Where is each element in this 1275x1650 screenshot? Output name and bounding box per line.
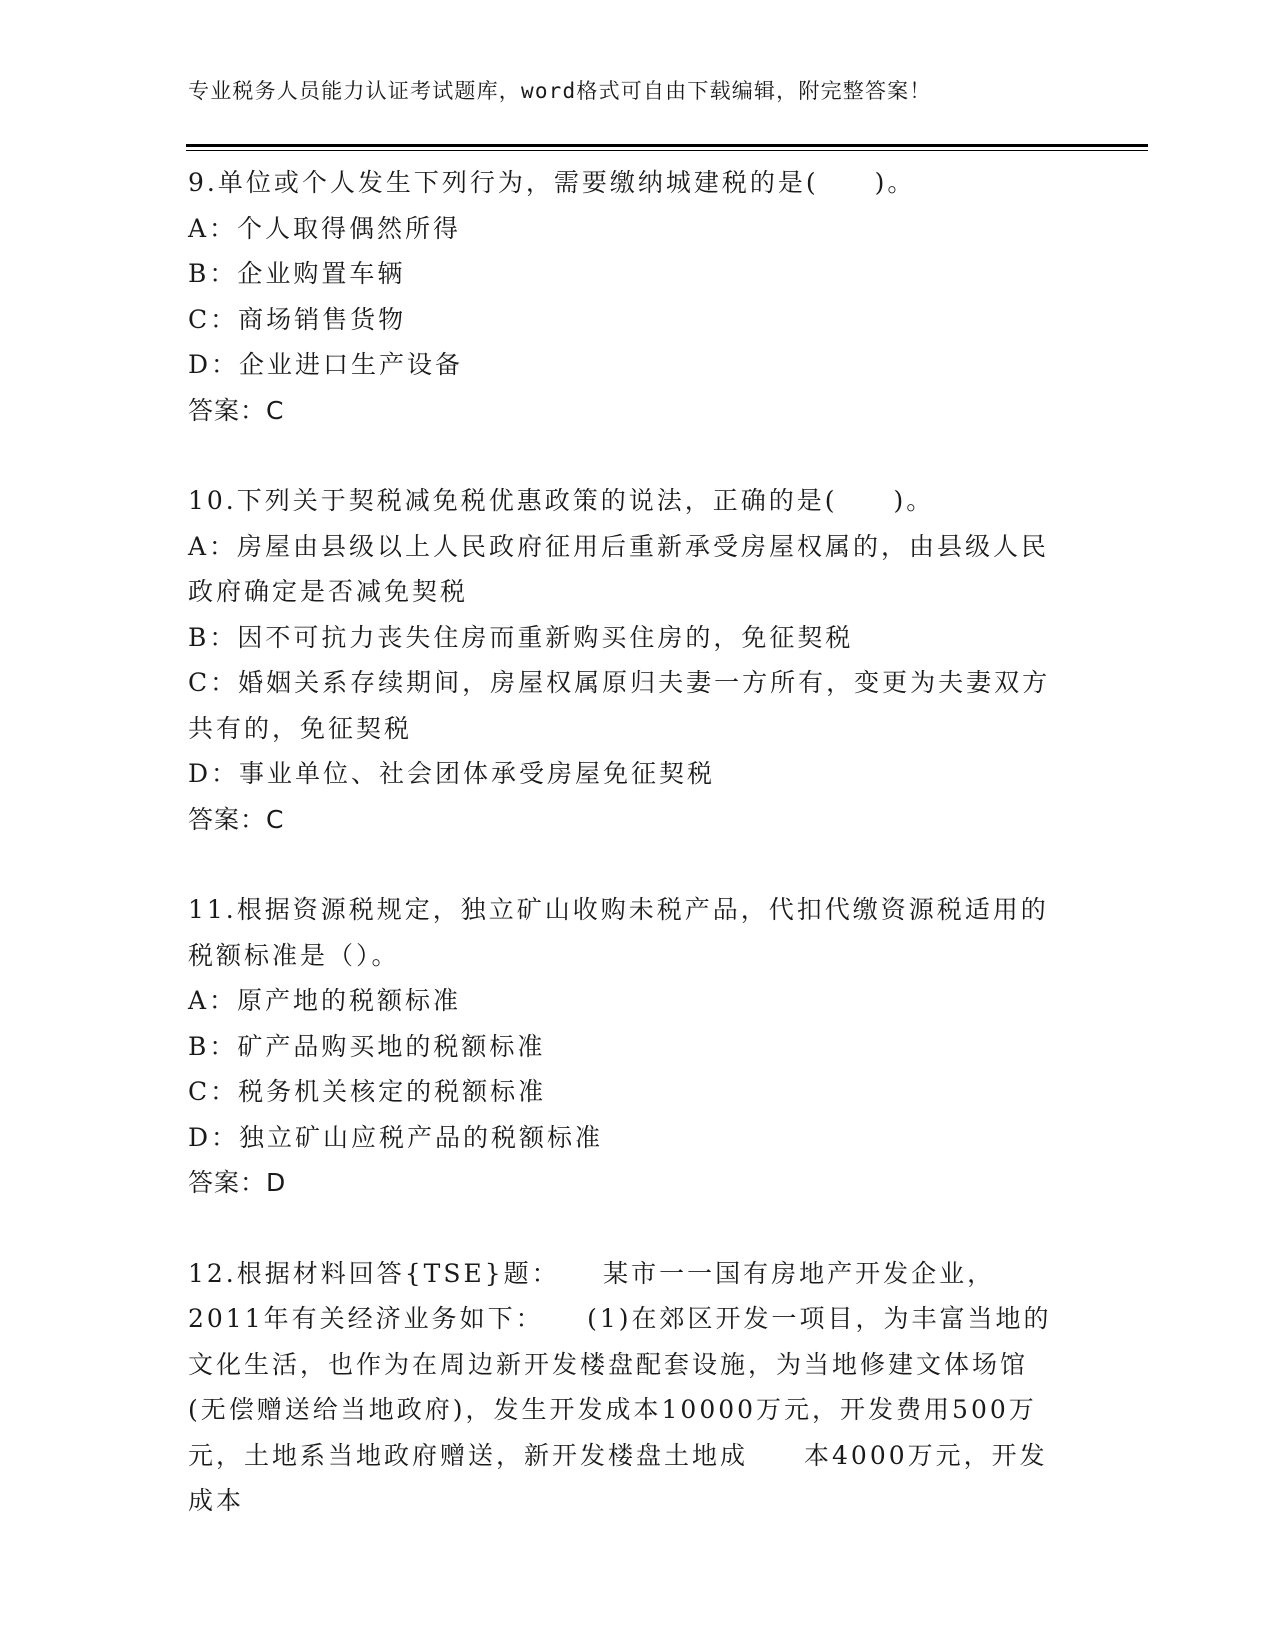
question-stem: 9.单位或个人发生下列行为，需要缴纳城建税的是( )。: [188, 168, 916, 197]
question-stem: 11.根据资源税规定，独立矿山收购未税产品，代扣代缴资源税适用的税额标准是（）。: [188, 895, 1049, 970]
question-9: [188, 160, 1068, 433]
question-stem: 12.根据材料回答{TSE}题： 某市一一国有房地产开发企业，2011年有关经济业务如下： (1)在郊区开发一项目，为丰富当地的文化生活，也作为在周边新开发楼盘配套设施，为当地修建文体场馆(无偿赠送给当地政府)，发生开发成本10000万元，开发费用500万元，土地系当地政府赠送，新开发楼盘土地成 本4000万元，开发成本: [188, 1258, 1052, 1515]
header-rule-thin: [186, 150, 1148, 151]
answer: 答案：C: [188, 804, 285, 834]
option-c: C：税务机关核定的税额标准: [188, 1077, 547, 1106]
option-d: D：事业单位、社会团体承受房屋免征契税: [188, 759, 716, 788]
option-b: B：因不可抗力丧失住房而重新购买住房的，免征契税: [188, 622, 854, 652]
option-b: B：矿产品购买地的税额标准: [188, 1031, 546, 1061]
option-a: A：房屋由县级以上人民政府征用后重新承受房屋权属的，由县级人民政府确定是否减免契税: [188, 531, 1050, 606]
header-rule-thick: [186, 144, 1148, 147]
option-d: D：企业进口生产设备: [188, 350, 464, 379]
option-c: C：商场销售货物: [188, 304, 407, 334]
question-12: [188, 1251, 1068, 1524]
answer: 答案：D: [188, 1168, 287, 1197]
option-a: A：原产地的税额标准: [188, 986, 462, 1015]
option-b: B：企业购置车辆: [188, 259, 406, 288]
question-list: [188, 160, 1068, 1524]
option-d: D：独立矿山应税产品的税额标准: [188, 1122, 604, 1152]
page-header: 专业税务人员能力认证考试题库，word格式可自由下载编辑，附完整答案！: [188, 79, 932, 103]
option-c: C：婚姻关系存续期间，房屋权属原归夫妻一方所有，变更为夫妻双方共有的，免征契税: [188, 668, 1051, 743]
question-11: [188, 887, 1068, 1206]
question-stem: 10.下列关于契税减免税优惠政策的说法，正确的是( )。: [188, 486, 935, 515]
answer: 答案：C: [188, 395, 285, 425]
option-a: A：个人取得偶然所得: [188, 213, 462, 243]
question-10: [188, 478, 1068, 842]
